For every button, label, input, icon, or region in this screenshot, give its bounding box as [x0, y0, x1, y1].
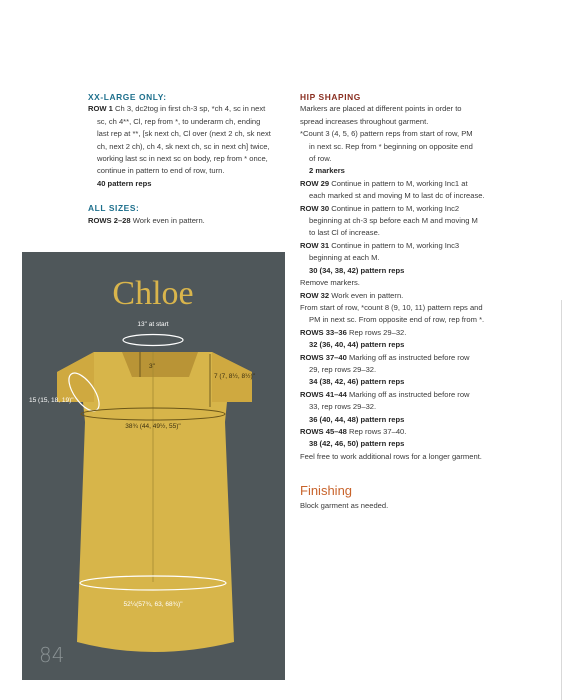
row1-line-5: working last sc in next sc on body, rep from * once, [97, 154, 268, 164]
row1-line-6: continue in pattern to end of row, turn. [97, 166, 225, 176]
row31-line-1: ROW 31 Continue in pattern to M, working Inc3 [300, 240, 460, 250]
armhole-label: 7 (7, 8½, 8½)" [214, 373, 255, 380]
count-line-1: *Count 3 (4, 5, 6) pattern reps from start of row, PM [300, 129, 473, 139]
right-column [300, 91, 510, 463]
row1-line-4: ch, next 2 ch), ch 4, sk next ch, sc in next ch] twice, [97, 141, 270, 151]
schematic-title: Chloe [112, 275, 194, 312]
row30-line-2: beginning at ch-3 sp before each M and moving M [309, 216, 478, 226]
page-edge-rule [561, 300, 562, 700]
schematic-panel [22, 252, 285, 680]
markers-count: 2 markers [309, 166, 345, 176]
rows-41-44-line-1: ROWS 41–44 Marking off as instructed before row [300, 389, 470, 399]
remove-markers: Remove markers. [300, 278, 360, 288]
rows-45-48: ROWS 45–48 Rep rows 37–40. [300, 426, 407, 436]
row1-line-1: ROW 1 Ch 3, dc2tog in first ch-3 sp, *ch 4, sc in next [88, 104, 266, 114]
rows-37-40-reps: 34 (38, 42, 46) pattern reps [309, 377, 405, 387]
row31-line-2: beginning at each M. [309, 253, 380, 263]
intro-line-1: Markers are placed at different points in order to [300, 104, 462, 114]
rows-2-28: ROWS 2–28 Work even in pattern. [88, 215, 205, 225]
hem-label: 52¼(57¾, 63, 68¾)" [123, 601, 183, 608]
rows-41-44-reps: 36 (40, 44, 48) pattern reps [309, 414, 405, 424]
all-sizes-heading: ALL SIZES: [88, 203, 140, 214]
count-line-2: in next sc. Rep from * beginning on opposite end [309, 141, 473, 151]
row30-line-3: to last Cl of increase. [309, 228, 380, 238]
rows-41-44-line-2: 33, rep rows 29–32. [309, 402, 377, 412]
row29-line-1: ROW 29 Continue in pattern to M, working Inc1 at [300, 178, 468, 188]
page-number: 84 [39, 643, 65, 667]
intro-line-2: spread increases throughout garment. [300, 116, 429, 126]
hip-shaping-heading: HIP SHAPING [300, 92, 361, 102]
rows-37-40-line-2: 29, rep rows 29–32. [309, 364, 377, 374]
yoke-depth-label: 3" [149, 363, 155, 370]
row1-line-3: last rep at **, [sk next ch, Cl over (next 2 ch, sk next [97, 129, 271, 139]
row31-reps: 30 (34, 38, 42) pattern reps [309, 265, 405, 275]
row30-line-1: ROW 30 Continue in pattern to M, working Inc2 [300, 203, 460, 213]
rows-33-36-reps: 32 (36, 40, 44) pattern reps [309, 340, 405, 350]
feel-free-note: Feel free to work additional rows for a longer garment. [300, 451, 482, 461]
row32: ROW 32 Work even in pattern. [300, 290, 404, 300]
sleeve-left [57, 352, 94, 402]
count-line-3: of row. [309, 154, 332, 164]
row1-reps: 40 pattern reps [97, 178, 152, 188]
finishing-body: Block garment as needed. [300, 501, 389, 510]
neck-label: 13" at start [137, 321, 169, 328]
xx-large-heading: XX-LARGE ONLY: [88, 92, 167, 102]
bust-label: 38¾ (44, 49½, 55)" [125, 423, 181, 430]
sleeve-label: 15 (15, 18, 19)" [29, 397, 74, 404]
row1-line-2: sc, ch 4**, Cl, rep from *, to underarm ch, ending [97, 116, 261, 126]
rows-33-36: ROWS 33–36 Rep rows 29–32. [300, 327, 407, 337]
left-column [88, 91, 293, 227]
rows-45-48-reps: 38 (42, 46, 50) pattern reps [309, 439, 405, 449]
finishing-heading: Finishing [300, 483, 353, 498]
count8-line-2: PM in next sc. From opposite end of row, rep from *. [309, 315, 485, 325]
count8-line-1: From start of row, *count 8 (9, 10, 11) pattern reps and [300, 302, 483, 312]
rows-37-40-line-1: ROWS 37–40 Marking off as instructed before row [300, 352, 470, 362]
yoke-shade [122, 352, 198, 377]
garment-schematic [22, 252, 285, 680]
neck-arrow [123, 335, 183, 346]
row29-line-2: each marked st and moving M to last dc of increase. [309, 191, 485, 201]
